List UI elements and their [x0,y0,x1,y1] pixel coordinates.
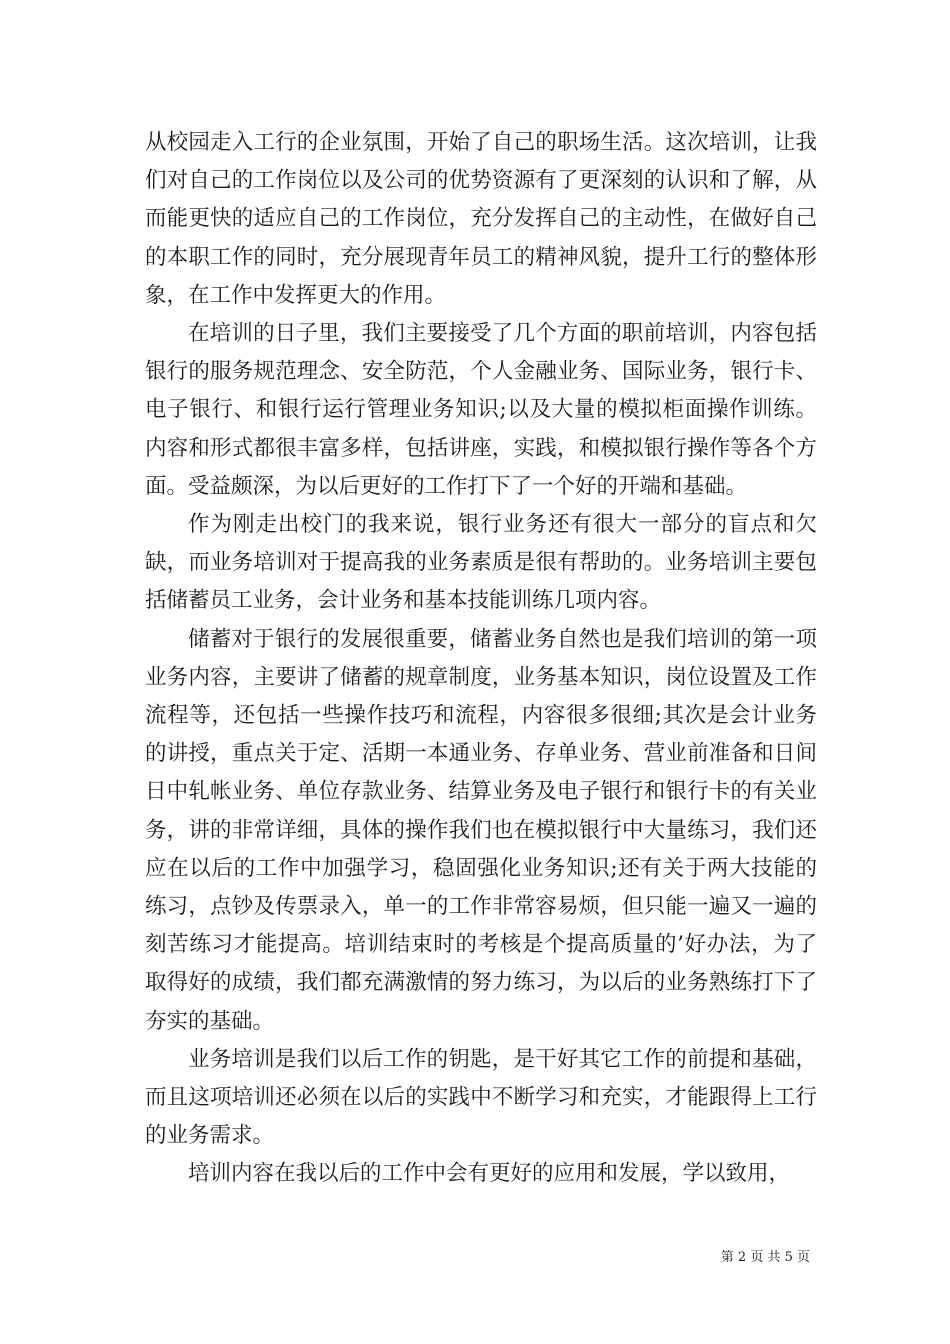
paragraph-2: 在培训的日子里，我们主要接受了几个方面的职前培训，内容包括银行的服务规范理念、安全防范，个人金融业务、国际业务，银行卡、电子银行、和银行运行管理业务知识;以及大量的模拟柜面操作训练。内容和形式都很丰富多样，包括讲座，实践，和模拟银行操作等各个方面。受益颇深，为以后更好的工作打下了一个好的开端和基础。 [145,321,817,499]
paragraph-3: 作为刚走出校门的我来说，银行业务还有很大一部分的盲点和欠缺，而业务培训对于提高我的业务素质是很有帮助的。业务培训主要包括储蓄员工业务，会计业务和基本技能训练几项内容。 [145,512,817,614]
document-body [145,124,817,1194]
page-number-footer: 第 2 页 共 5 页 [720,1250,810,1265]
paragraph-1: 从校园走入工行的企业氛围，开始了自己的职场生活。这次培训，让我们对自己的工作岗位以及公司的优势资源有了更深刻的认识和了解，从而能更快的适应自己的工作岗位，充分发挥自己的主动性，在做好自己的本职工作的同时，充分展现青年员工的精神风貌，提升工行的整体形象，在工作中发挥更大的作用。 [145,130,817,308]
paragraph-5: 业务培训是我们以后工作的钥匙，是干好其它工作的前提和基础，而且这项培训还必须在以后的实践中不断学习和充实，才能跟得上工行的业务需求。 [145,1046,817,1149]
paragraph-4: 储蓄对于银行的发展很重要，储蓄业务自然也是我们培训的第一项业务内容，主要讲了储蓄的规章制度，业务基本知识，岗位设置及工作流程等，还包括一些操作技巧和流程，内容很多很细;其次是会计业务的讲授，重点关于定、活期一本通业务、存单业务、营业前准备和日间日中轧帐业务、单位存款业务、结算业务及电子银行和银行卡的有关业务，讲的非常详细，具体的操作我们也在模拟银行中大量练习，我们还应在以后的工作中加强学习，稳固强化业务知识;还有关于两大技能的练习，点钞及传票录入，单一的工作非常容易烦，但只能一遍又一遍的刻苦练习才能提高。培训结束时的考核是个提高质量的’好办法，为了取得好的成绩，我们都充满激情的努力练习，为以后的业务熟练打下了夯实的基础。 [145,626,817,1034]
paragraph-6: 培训内容在我以后的工作中会有更好的应用和发展，学以致用， [188,1161,791,1187]
